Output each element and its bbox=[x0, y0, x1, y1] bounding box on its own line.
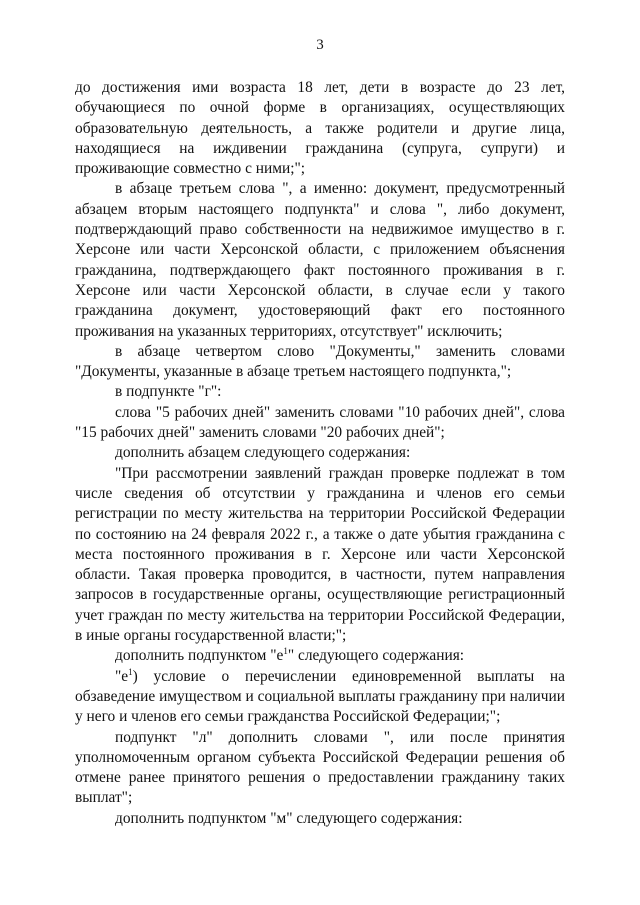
paragraph-abzac-fourth: в абзаце четвертом слово "Документы," заменить словами "Документы, указанные в абзаце третьем настоящего подпункта,"; bbox=[75, 342, 565, 381]
paragraph-add-subpoint-m: дополнить подпунктом "м" следующего содержания: bbox=[115, 809, 463, 827]
paragraph-subpoint-g: в подпункте "г": bbox=[115, 383, 222, 401]
paragraph-continuation: до достижения ими возраста 18 лет, дети в возрасте до 23 лет, обучающиеся по очной форме в организациях, осуществляющих образовательную деятельность, а также родители и другие лица, находящиеся на иждивении гражданина (супруга, супруги) и проживающие совместно с ними;"; bbox=[75, 79, 565, 178]
paragraph-subpoint-l: подпункт "л" дополнить словами ", или после принятия уполномоченным органом субъекта Российской Федерации решения об отмене ранее принятого решения о предоставлении гражданину таких выплат"; bbox=[75, 728, 565, 807]
paragraph-text-before: "е bbox=[115, 667, 129, 685]
paragraph-text-after: ) условие о перечислении единовременной выплаты на обзаведение имуществом и социальной выплаты гражданину при наличии у него и членов его семьи гражданства Российской Федерации;"; bbox=[75, 667, 565, 726]
paragraph-text-before: дополнить подпунктом "е bbox=[115, 647, 284, 665]
page-number: 3 bbox=[316, 37, 324, 53]
paragraph-working-days: слова "5 рабочих дней" заменить словами "10 рабочих дней", слова "15 рабочих дней" заменить словами "20 рабочих дней"; bbox=[75, 403, 565, 442]
paragraph-abzac-third: в абзаце третьем слова ", а именно: документ, предусмотренный абзацем вторым настоящего подпункта" и слова ", либо документ, подтверждающий право собственности на недвижимое имущество в г. Херсоне или части Херсонской области, с приложением объяснения гражданина, подтверждающего факт постоянного проживания в г. Херсоне или части Херсонской области, в случае если у такого гражданина документ, удостоверяющий факт его постоянного проживания на указанных территориях, отсутствует" исключить; bbox=[75, 180, 565, 340]
paragraph-add-abzac: дополнить абзацем следующего содержания: bbox=[115, 444, 411, 462]
paragraph-add-subpoint-e1 bbox=[75, 646, 565, 666]
paragraph-subpoint-e1-text bbox=[75, 667, 565, 728]
paragraph-text-after: " следующего содержания: bbox=[287, 647, 465, 665]
superscript-index: 1 bbox=[128, 666, 133, 677]
superscript-index: 1 bbox=[283, 646, 288, 657]
document-body bbox=[75, 78, 565, 829]
paragraph-verification: "При рассмотрении заявлений граждан проверке подлежат в том числе сведения об отсутствии у гражданина и членов его семьи регистрации по месту жительства на территории Российской Федерации по состоянию на 24 февраля 2022 г., а также о дате убытия гражданина с места постоянного проживания в г. Херсоне или части Херсонской области. Такая проверка проводится, в частности, путем направления запросов в государственные органы, осуществляющие регистрационный учет граждан по месту жительства на территории Российской Федерации, в иные органы государственной власти;"; bbox=[75, 464, 565, 645]
